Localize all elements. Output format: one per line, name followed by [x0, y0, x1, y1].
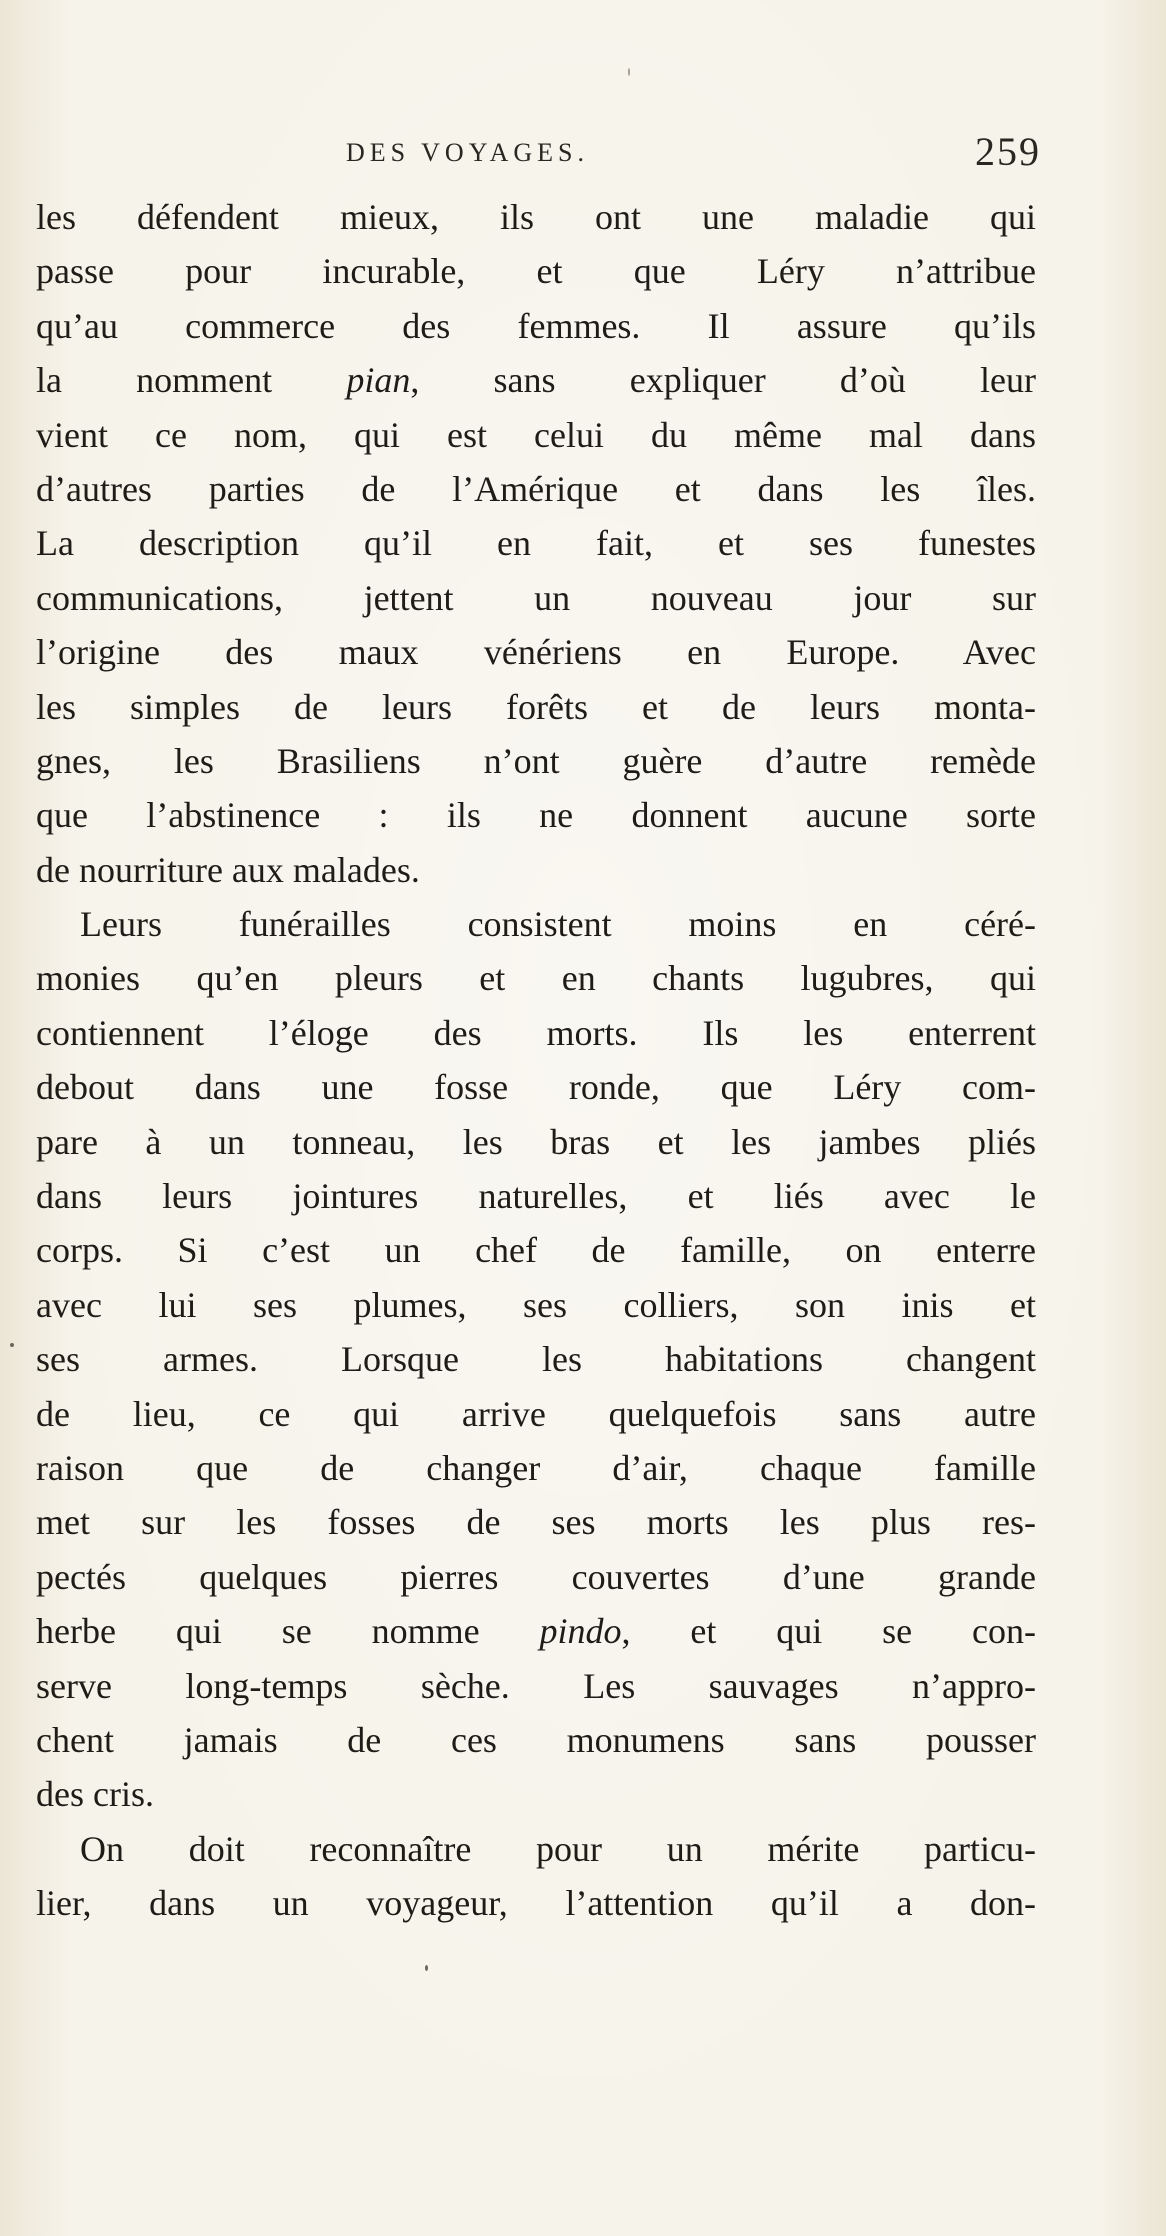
running-title: DES VOYAGES. [346, 138, 589, 167]
text-line: pare à un tonneau, les bras et les jambes pliés [36, 1121, 1036, 1162]
text-line: corps. Si c’est un chef de famille, on enterre [36, 1230, 1036, 1271]
text-line: que l’abstinence : ils ne donnent aucune sorte [36, 795, 1036, 836]
paragraph-start-line: Leurs funérailles consistent moins en céré- [80, 904, 1036, 945]
text-line [36, 1604, 1036, 1658]
text-line: debout dans une fosse ronde, que Léry com- [36, 1067, 1036, 1108]
text-line: vient ce nom, qui est celui du même mal dans [36, 414, 1036, 455]
text-line: lier, dans un voyageur, l’attention qu’il a don- [36, 1883, 1036, 1924]
text-line: serve long-temps sèche. Les sauvages n’appro- [36, 1665, 1036, 1706]
text-line: les simples de leurs forêts et de leurs monta- [36, 686, 1036, 727]
text-line: l’origine des maux vénériens en Europe. Avec [36, 632, 1036, 673]
text-line: qu’au commerce des femmes. Il assure qu’ils [36, 305, 1036, 346]
text-line: gnes, les Brasiliens n’ont guère d’autre remède [36, 740, 1036, 781]
text-run: , sans expliquer d’où leur [410, 360, 1036, 401]
paper-speck [10, 1343, 14, 1347]
text-line: dans leurs jointures naturelles, et liés avec le [36, 1176, 1036, 1217]
page-number: 259 [975, 129, 1041, 174]
paper-speck [628, 68, 630, 76]
italic-term-pian: pian [346, 360, 411, 401]
text-line: les défendent mieux, ils ont une maladie qui [36, 197, 1036, 237]
text-line: met sur les fosses de ses morts les plus res- [36, 1502, 1036, 1543]
text-run: herbe qui se nomme [36, 1611, 540, 1652]
text-line: monies qu’en pleurs et en chants lugubres, qui [36, 958, 1036, 999]
running-head [36, 128, 1041, 178]
paragraph-end-line: de nourriture aux malades. [36, 849, 420, 890]
text-line: avec lui ses plumes, ses colliers, son inis et [36, 1284, 1036, 1325]
text-run: , et qui se con- [621, 1611, 1036, 1652]
text-line: passe pour incurable, et que Léry n’attribue [36, 251, 1036, 292]
paper-speck [425, 1965, 428, 1971]
text-line: La description qu’il en fait, et ses funestes [36, 523, 1036, 564]
text-line: raison que de changer d’air, chaque famille [36, 1447, 1036, 1488]
text-line: chent jamais de ces monumens sans pousser [36, 1719, 1036, 1760]
italic-term-pindo: pindo [539, 1611, 622, 1652]
text-line [36, 353, 1036, 407]
text-line: communications, jettent un nouveau jour sur [36, 577, 1036, 618]
paragraph-start-line: On doit reconnaître pour un mérite particu- [80, 1828, 1036, 1869]
paragraph-end-line: des cris. [36, 1774, 154, 1815]
text-line: pectés quelques pierres couvertes d’une grande [36, 1556, 1036, 1597]
text-run: la nomment [36, 360, 347, 401]
text-line: contiennent l’éloge des morts. Ils les enterrent [36, 1012, 1036, 1053]
text-line: d’autres parties de l’Amérique et dans les îles. [36, 468, 1036, 509]
text-line: de lieu, ce qui arrive quelquefois sans autre [36, 1393, 1036, 1434]
text-line: ses armes. Lorsque les habitations changent [36, 1339, 1036, 1380]
body-text [36, 190, 1036, 1931]
